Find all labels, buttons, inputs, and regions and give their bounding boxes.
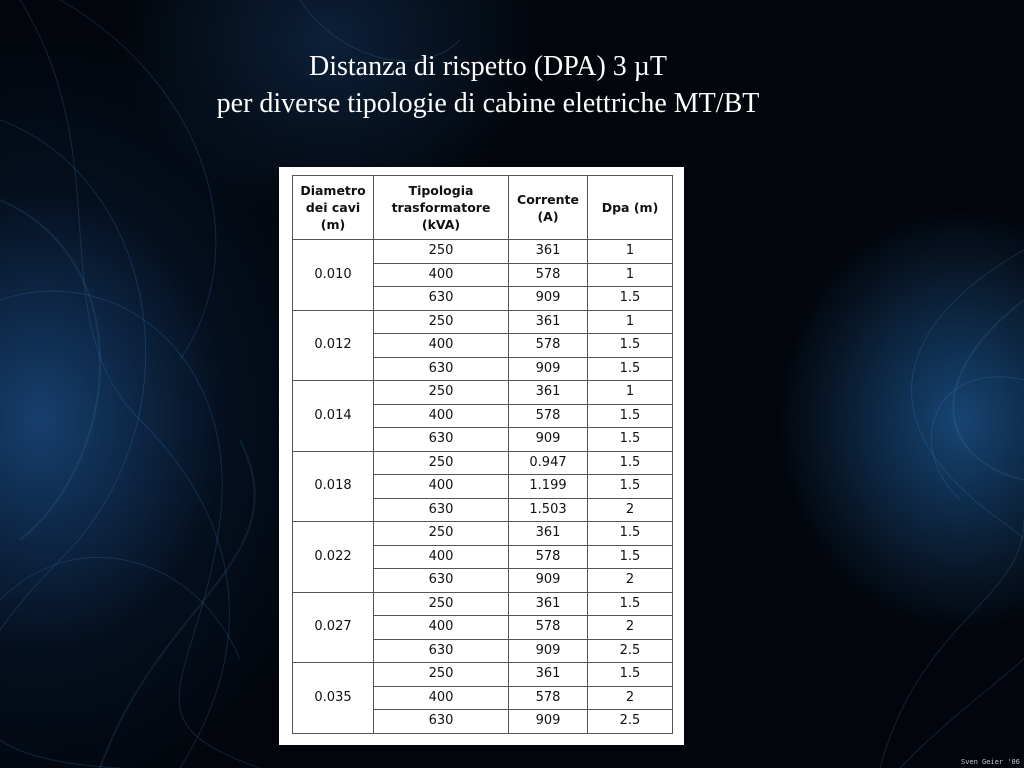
- current-cell: 578: [509, 334, 588, 358]
- dpa-cell: 1.5: [588, 592, 673, 616]
- transformer-cell: 250: [374, 240, 509, 264]
- transformer-cell: 630: [374, 639, 509, 663]
- table-row: [293, 381, 673, 405]
- transformer-cell: 630: [374, 357, 509, 381]
- current-cell: 578: [509, 545, 588, 569]
- dpa-cell: 1: [588, 240, 673, 264]
- diameter-cell: 0.014: [293, 381, 374, 452]
- transformer-cell: 250: [374, 451, 509, 475]
- transformer-cell: 630: [374, 287, 509, 311]
- table-header-row: [293, 176, 673, 240]
- dpa-cell: 1: [588, 263, 673, 287]
- transformer-cell: 250: [374, 663, 509, 687]
- transformer-cell: 400: [374, 545, 509, 569]
- header-diameter: Diametro dei cavi (m): [293, 176, 374, 240]
- transformer-cell: 250: [374, 592, 509, 616]
- dpa-cell: 1.5: [588, 357, 673, 381]
- table-row: [293, 451, 673, 475]
- transformer-cell: 400: [374, 616, 509, 640]
- dpa-cell: 1.5: [588, 522, 673, 546]
- diameter-cell: 0.012: [293, 310, 374, 381]
- transformer-cell: 400: [374, 263, 509, 287]
- dpa-cell: 1.5: [588, 287, 673, 311]
- current-cell: 909: [509, 287, 588, 311]
- dpa-cell: 1.5: [588, 334, 673, 358]
- current-cell: 578: [509, 404, 588, 428]
- table-row: [293, 592, 673, 616]
- transformer-cell: 630: [374, 498, 509, 522]
- diameter-cell: 0.010: [293, 240, 374, 311]
- table-row: [293, 240, 673, 264]
- dpa-cell: 1: [588, 381, 673, 405]
- title-line-2: per diverse tipologie di cabine elettriche MT/BT: [216, 88, 760, 119]
- transformer-cell: 400: [374, 404, 509, 428]
- dpa-cell: 1.5: [588, 404, 673, 428]
- diameter-cell: 0.035: [293, 663, 374, 734]
- transformer-cell: 400: [374, 334, 509, 358]
- dpa-cell: 2.5: [588, 710, 673, 734]
- dpa-table: [292, 175, 673, 734]
- current-cell: 1.199: [509, 475, 588, 499]
- current-cell: 361: [509, 663, 588, 687]
- current-cell: 578: [509, 616, 588, 640]
- diameter-cell: 0.018: [293, 451, 374, 522]
- transformer-cell: 630: [374, 710, 509, 734]
- diameter-cell: 0.027: [293, 592, 374, 663]
- header-current: Corrente (A): [509, 176, 588, 240]
- current-cell: 909: [509, 710, 588, 734]
- header-dpa: Dpa (m): [588, 176, 673, 240]
- transformer-cell: 400: [374, 475, 509, 499]
- dpa-cell: 1.5: [588, 451, 673, 475]
- dpa-cell: 2: [588, 686, 673, 710]
- transformer-cell: 250: [374, 310, 509, 334]
- table-image-panel: [279, 167, 684, 745]
- table-row: [293, 310, 673, 334]
- transformer-cell: 250: [374, 381, 509, 405]
- current-cell: 361: [509, 592, 588, 616]
- current-cell: 909: [509, 428, 588, 452]
- transformer-cell: 630: [374, 428, 509, 452]
- diameter-cell: 0.022: [293, 522, 374, 593]
- dpa-cell: 2: [588, 498, 673, 522]
- current-cell: 361: [509, 522, 588, 546]
- current-cell: 361: [509, 240, 588, 264]
- current-cell: 0.947: [509, 451, 588, 475]
- current-cell: 361: [509, 310, 588, 334]
- dpa-cell: 2: [588, 616, 673, 640]
- current-cell: 909: [509, 357, 588, 381]
- current-cell: 1.503: [509, 498, 588, 522]
- image-credit: Sven Geier '06: [960, 758, 1020, 766]
- table-row: [293, 663, 673, 687]
- header-transformer: Tipologia trasformatore (kVA): [374, 176, 509, 240]
- current-cell: 909: [509, 569, 588, 593]
- current-cell: 361: [509, 381, 588, 405]
- transformer-cell: 400: [374, 686, 509, 710]
- table-body: [293, 240, 673, 734]
- current-cell: 578: [509, 263, 588, 287]
- title-line-1: Distanza di rispetto (DPA) 3 µT: [308, 51, 668, 82]
- dpa-cell: 1.5: [588, 545, 673, 569]
- dpa-cell: 2: [588, 569, 673, 593]
- current-cell: 909: [509, 639, 588, 663]
- slide-title: [0, 48, 976, 122]
- table-row: [293, 522, 673, 546]
- dpa-cell: 1.5: [588, 663, 673, 687]
- current-cell: 578: [509, 686, 588, 710]
- transformer-cell: 250: [374, 522, 509, 546]
- transformer-cell: 630: [374, 569, 509, 593]
- dpa-cell: 1.5: [588, 475, 673, 499]
- dpa-cell: 1: [588, 310, 673, 334]
- dpa-cell: 1.5: [588, 428, 673, 452]
- dpa-cell: 2.5: [588, 639, 673, 663]
